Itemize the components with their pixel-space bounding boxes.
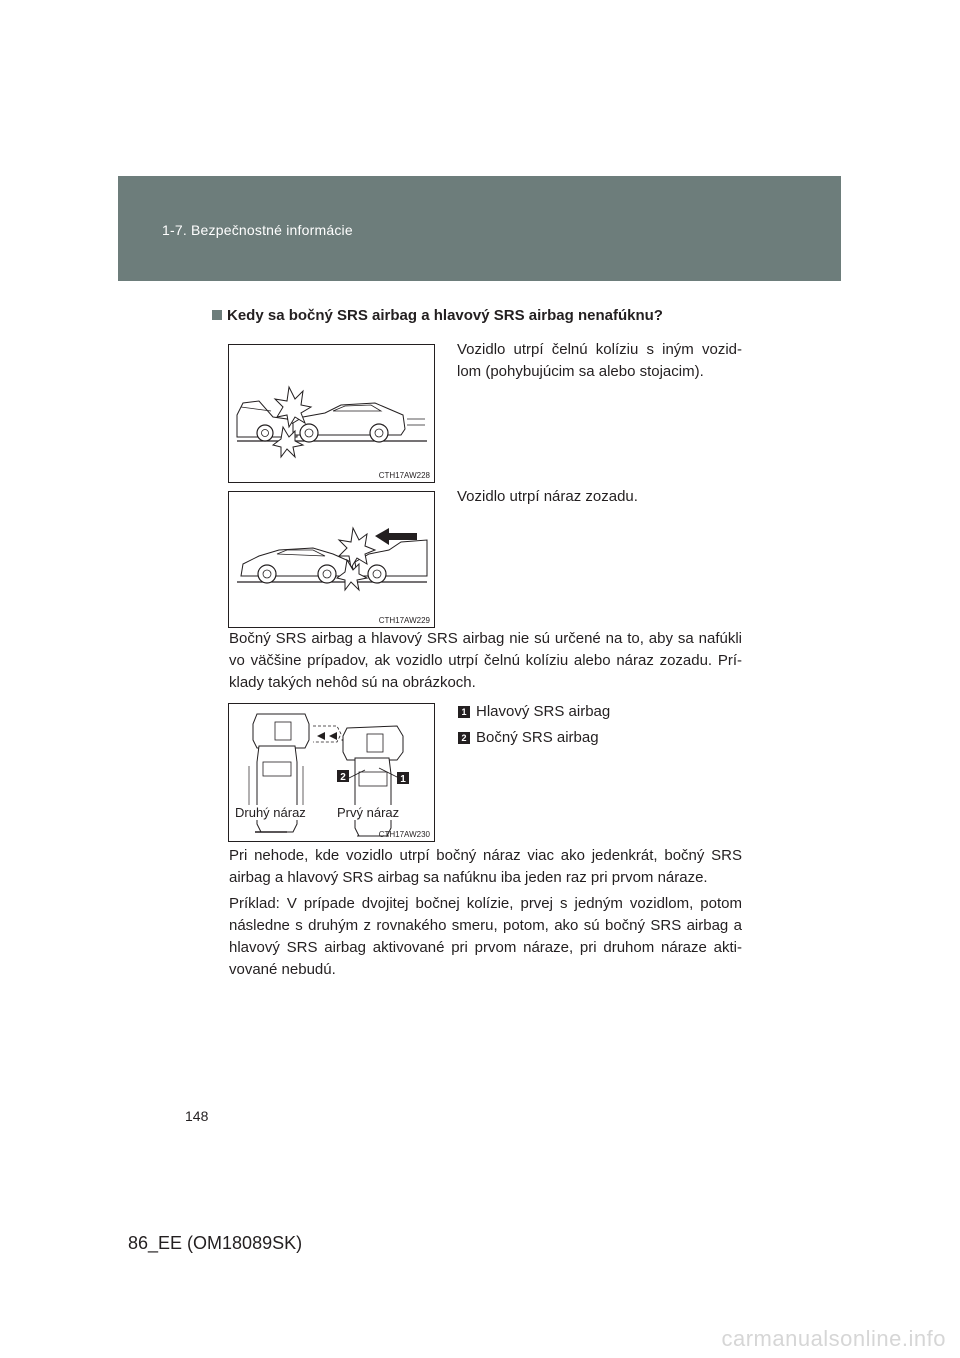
side-collision-illustration [229, 704, 434, 841]
section-header [118, 176, 841, 281]
label-first-impact: Prvý náraz [337, 805, 400, 820]
figure-side-collisions [228, 703, 435, 842]
legend-label: Bočný SRS airbag [476, 729, 599, 746]
label-second-impact: Druhý náraz [235, 805, 306, 820]
number-badge: 1 [458, 706, 470, 718]
section-title: 1-7. Bezpečnostné informácie [162, 222, 353, 238]
figure-code: CTH17AW228 [378, 471, 430, 480]
page-number: 148 [185, 1108, 209, 1124]
legend-item-2 [458, 729, 599, 746]
figure-code: CTH17AW230 [378, 830, 430, 839]
heading-text: Kedy sa bočný SRS airbag a hlavový SRS airbag nenafúknu? [227, 307, 663, 324]
rear-collision-illustration [229, 492, 434, 627]
figure-badge-2: 2 [340, 772, 346, 783]
legend-item-1 [458, 703, 610, 720]
body-paragraph: Pri nehode, kde vozidlo utrpí bočný náraz viac ako jedenkrát, bočný SRS airbag a hlavový SRS airbag sa nafúknu iba jeden raz pri prvom náraze. [229, 847, 742, 886]
frontal-collision-illustration [229, 345, 434, 482]
figure-code: CTH17AW229 [378, 616, 430, 625]
body-paragraph: Bočný SRS airbag a hlavový SRS airbag nie sú určené na to, aby sa nafúkli vo väčšine prípadov, ak vozidlo utrpí čelnú kolíziu alebo náraz zozadu. Prí-klady takých nehôd sú na obrázkoch. [229, 630, 742, 691]
subsection-heading [212, 307, 663, 324]
watermark: carmanualsonline.info [721, 1326, 946, 1351]
legend-label: Hlavový SRS airbag [476, 703, 611, 720]
square-bullet-icon [212, 310, 222, 320]
number-badge: 2 [458, 732, 470, 744]
figure-frontal-collision [228, 344, 435, 483]
figure-caption: Vozidlo utrpí čelnú kolíziu s iným vozid-lom (pohybujúcim sa alebo stojacim). [457, 341, 742, 380]
figure-rear-collision [228, 491, 435, 628]
document-code: 86_EE (OM18089SK) [128, 1233, 303, 1253]
figure-badge-1: 1 [400, 774, 406, 785]
body-paragraph: Príklad: V prípade dvojitej bočnej kolízie, prvej s jedným vozidlom, potom následne s druhým z rovnakého smeru, potom, ako sú bočný SRS airbag a hlavový SRS airbag aktivované pri prvom náraze, pri druhom náraze akti-vované nebudú. [229, 895, 742, 978]
figure-caption: Vozidlo utrpí náraz zozadu. [457, 488, 638, 505]
